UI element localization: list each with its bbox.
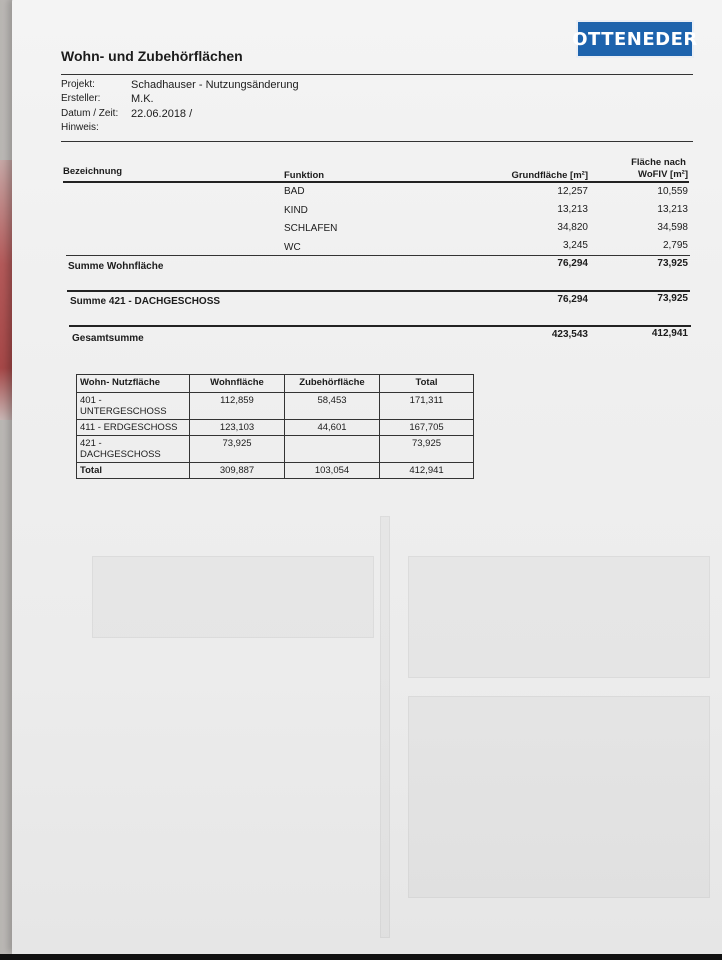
row-grund: 3,245: [562, 240, 588, 251]
summary-row-wohn: 123,103: [190, 420, 285, 436]
row-wofiv: 10,559: [657, 186, 688, 197]
gesamtsumme-grund: 423,543: [551, 329, 588, 340]
col-wofiv-line1: Fläche nach: [631, 157, 686, 168]
summe-dachgeschoss-grund: 76,294: [557, 294, 588, 305]
company-logo: OTTENEDER: [576, 20, 694, 58]
summary-row-zub: 44,601: [285, 420, 380, 436]
summary-row-name: 401 - UNTERGESCHOSS: [77, 393, 190, 420]
hinweis-label: Hinweis:: [61, 122, 99, 133]
bottom-edge: [0, 954, 722, 960]
summary-col-total: Total: [380, 375, 474, 393]
row-wofiv: 34,598: [657, 222, 688, 233]
datum-label: Datum / Zeit:: [61, 108, 119, 119]
projekt-value: Schadhauser - Nutzungsänderung: [131, 79, 299, 91]
summe-dachgeschoss-label: Summe 421 - DACHGESCHOSS: [70, 296, 221, 307]
sum-rule: [66, 255, 690, 256]
summary-table: [76, 374, 474, 479]
col-funktion: Funktion: [284, 170, 325, 181]
summary-col-zubehoer: Zubehörfläche: [285, 375, 380, 393]
row-funktion: SCHLAFEN: [284, 223, 338, 234]
sum-rule: [69, 325, 691, 327]
col-wofiv-line2: WoFIV [m²]: [638, 169, 688, 180]
summary-total-label: Total: [77, 463, 190, 479]
row-funktion: WC: [284, 242, 301, 253]
show-through-mark: [408, 696, 710, 898]
table-row: [77, 436, 474, 463]
summary-row-zub: [285, 436, 380, 463]
datum-value: 22.06.2018 /: [131, 108, 193, 120]
table-row: [77, 420, 474, 436]
summary-header-row: [77, 375, 474, 393]
ersteller-value: M.K.: [131, 93, 154, 105]
summary-total-zub: 103,054: [285, 463, 380, 479]
header-rule: [63, 181, 689, 183]
divider: [61, 74, 693, 75]
summary-row-total: 171,311: [380, 393, 474, 420]
summe-wohnflaeche-label: Summe Wohnfläche: [68, 261, 164, 272]
col-bezeichnung: Bezeichnung: [63, 166, 123, 177]
row-wofiv: 13,213: [657, 204, 688, 215]
ersteller-label: Ersteller:: [61, 93, 101, 104]
row-wofiv: 2,795: [662, 240, 688, 251]
summary-row-zub: 58,453: [285, 393, 380, 420]
summary-total-wohn: 309,887: [190, 463, 285, 479]
page-title: Wohn- und Zubehörflächen: [61, 48, 243, 64]
col-grundflaeche: Grundfläche [m²]: [511, 170, 588, 181]
row-grund: 13,213: [557, 204, 588, 215]
show-through-mark: [380, 516, 390, 938]
summary-col-wohnflaeche: Wohnfläche: [190, 375, 285, 393]
row-funktion: BAD: [284, 186, 305, 197]
show-through-mark: [92, 556, 374, 638]
summary-total-total: 412,941: [380, 463, 474, 479]
summary-row-wohn: 73,925: [190, 436, 285, 463]
summe-wohnflaeche-wofiv: 73,925: [657, 258, 688, 269]
row-funktion: KIND: [284, 205, 308, 216]
summary-row-wohn: 112,859: [190, 393, 285, 420]
summary-col-nutzflaeche: Wohn- Nutzfläche: [77, 375, 190, 393]
summe-dachgeschoss-wofiv: 73,925: [657, 293, 688, 304]
row-grund: 12,257: [557, 186, 588, 197]
gesamtsumme-wofiv: 412,941: [651, 328, 688, 339]
divider: [61, 141, 693, 142]
summe-wohnflaeche-grund: 76,294: [557, 258, 588, 269]
sum-rule: [67, 290, 690, 292]
table-row: [77, 393, 474, 420]
summary-row-total: 73,925: [380, 436, 474, 463]
summary-row-name: 421 - DACHGESCHOSS: [77, 436, 190, 463]
row-grund: 34,820: [557, 222, 588, 233]
gesamtsumme-label: Gesamtsumme: [72, 333, 144, 344]
summary-row-name: 411 - ERDGESCHOSS: [77, 420, 190, 436]
show-through-mark: [408, 556, 710, 678]
summary-total-row: [77, 463, 474, 479]
summary-row-total: 167,705: [380, 420, 474, 436]
projekt-label: Projekt:: [61, 79, 95, 90]
